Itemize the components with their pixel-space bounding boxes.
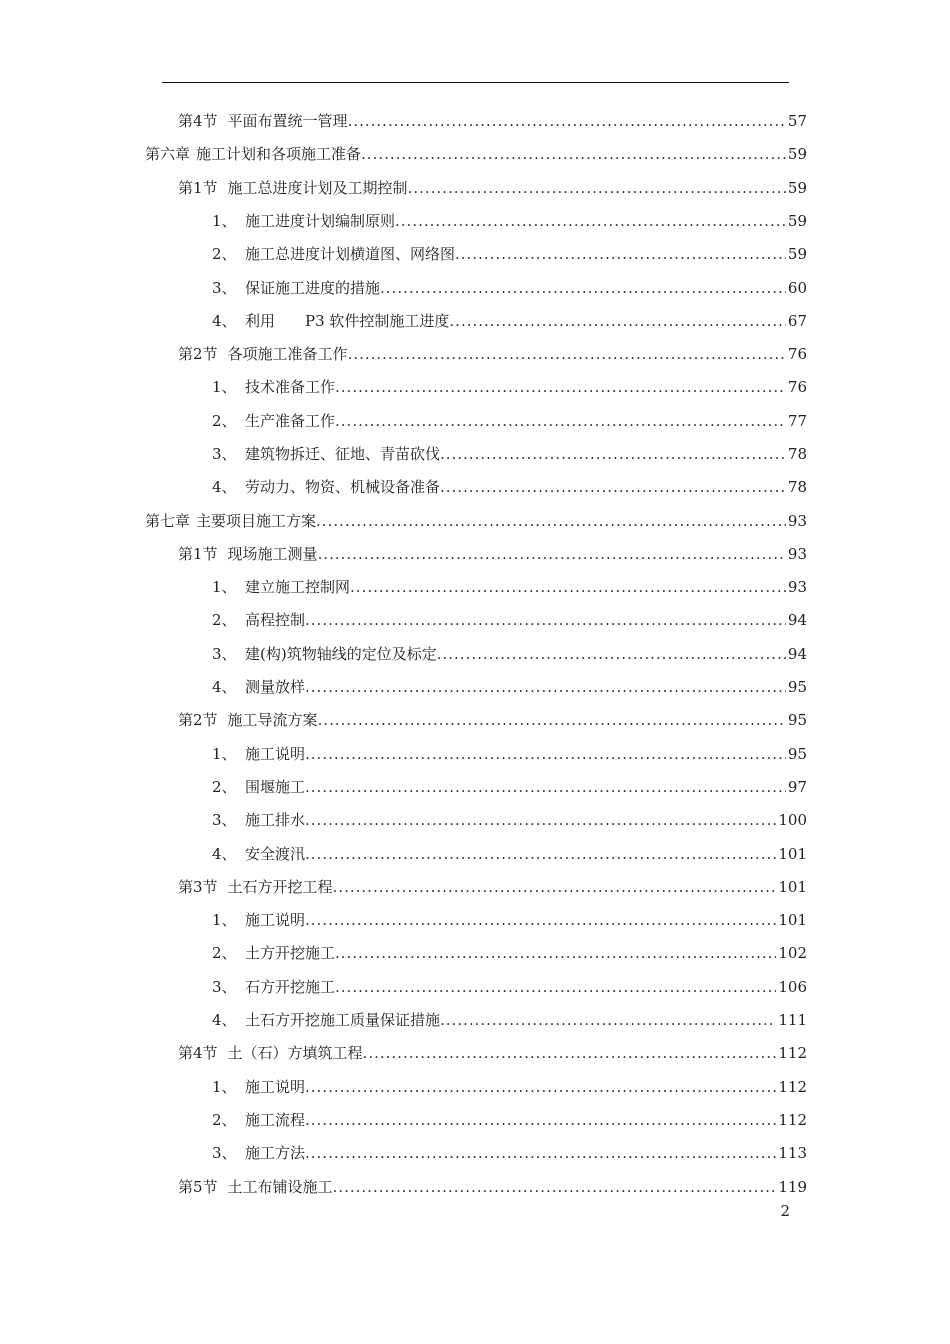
toc-entry-page: 111 bbox=[778, 1011, 807, 1029]
toc-entry-number: 3、 bbox=[212, 811, 237, 829]
toc-entry-title: 施工导流方案 bbox=[227, 711, 318, 729]
toc-dot-leader bbox=[305, 1137, 776, 1170]
toc-entry-page: 78 bbox=[787, 445, 807, 463]
toc-dot-leader bbox=[318, 704, 786, 737]
toc-dot-leader bbox=[305, 771, 786, 804]
toc-entry-number: 3、 bbox=[212, 1144, 237, 1162]
toc-entry[interactable] bbox=[212, 771, 807, 804]
toc-entry[interactable] bbox=[178, 538, 807, 571]
toc-dot-leader bbox=[305, 738, 786, 771]
toc-entry-number: 2、 bbox=[212, 944, 237, 962]
toc-entry-number: 第2节 bbox=[178, 711, 218, 729]
toc-entry-number: 2、 bbox=[212, 412, 237, 430]
toc-entry-title: 高程控制 bbox=[245, 611, 306, 629]
toc-entry-title: 各项施工准备工作 bbox=[227, 345, 348, 363]
toc-entry-page: 112 bbox=[778, 1044, 807, 1062]
toc-dot-leader bbox=[305, 1104, 776, 1137]
toc-entry-title: 平面布置统一管理 bbox=[227, 112, 348, 130]
toc-entry-title: 生产准备工作 bbox=[245, 412, 336, 430]
toc-entry-title: 施工排水 bbox=[245, 811, 306, 829]
toc-dot-leader bbox=[380, 272, 786, 305]
toc-entry-title: 施工进度计划编制原则 bbox=[245, 212, 396, 230]
toc-dot-leader bbox=[305, 1071, 776, 1104]
toc-entry-number: 第3节 bbox=[178, 878, 218, 896]
toc-entry-page: 95 bbox=[787, 711, 807, 729]
toc-entry[interactable] bbox=[212, 238, 807, 271]
toc-entry-page: 94 bbox=[787, 611, 807, 629]
toc-dot-leader bbox=[335, 971, 776, 1004]
toc-entry[interactable] bbox=[178, 1037, 807, 1070]
toc-entry[interactable] bbox=[178, 704, 807, 737]
toc-entry-page: 60 bbox=[787, 279, 807, 297]
toc-entry-number: 2、 bbox=[212, 245, 237, 263]
toc-dot-leader bbox=[305, 804, 776, 837]
toc-entry-number: 1、 bbox=[212, 1078, 237, 1096]
toc-entry-page: 102 bbox=[778, 944, 807, 962]
toc-entry-title: 施工计划和各项施工准备 bbox=[196, 145, 362, 163]
toc-entry-page: 78 bbox=[787, 478, 807, 496]
toc-entry[interactable] bbox=[145, 505, 807, 538]
toc-entry-title: 技术准备工作 bbox=[245, 378, 336, 396]
toc-entry[interactable] bbox=[212, 904, 807, 937]
toc-entry-number: 4、 bbox=[212, 1011, 237, 1029]
toc-dot-leader bbox=[305, 604, 786, 637]
toc-entry[interactable] bbox=[178, 172, 807, 205]
toc-entry-title: 利用 P3 软件控制施工进度 bbox=[245, 312, 450, 330]
toc-entry-page: 112 bbox=[778, 1111, 807, 1129]
toc-entry-page: 76 bbox=[787, 378, 807, 396]
toc-entry-page: 57 bbox=[787, 112, 807, 130]
toc-entry-page: 93 bbox=[787, 545, 807, 563]
toc-entry-title: 土（石）方填筑工程 bbox=[227, 1044, 363, 1062]
toc-entry-title: 建筑物拆迁、征地、青苗砍伐 bbox=[245, 445, 441, 463]
toc-dot-leader bbox=[348, 105, 786, 138]
toc-entry-page: 119 bbox=[778, 1178, 807, 1196]
toc-entry-title: 施工说明 bbox=[245, 1078, 306, 1096]
toc-entry-title: 测量放样 bbox=[245, 678, 306, 696]
toc-dot-leader bbox=[305, 671, 786, 704]
toc-dot-leader bbox=[440, 471, 786, 504]
toc-entry-page: 97 bbox=[787, 778, 807, 796]
toc-entry[interactable] bbox=[212, 971, 807, 1004]
toc-entry-page: 67 bbox=[787, 312, 807, 330]
toc-entry-title: 施工说明 bbox=[245, 745, 306, 763]
toc-dot-leader bbox=[437, 638, 786, 671]
toc-entry-page: 59 bbox=[787, 245, 807, 263]
toc-entry[interactable] bbox=[212, 804, 807, 837]
toc-entry[interactable] bbox=[212, 638, 807, 671]
toc-entry-page: 59 bbox=[787, 179, 807, 197]
toc-dot-leader bbox=[440, 1004, 776, 1037]
toc-entry-number: 第1节 bbox=[178, 545, 218, 563]
toc-entry[interactable] bbox=[212, 1104, 807, 1137]
toc-entry-title: 现场施工测量 bbox=[227, 545, 318, 563]
toc-entry-page: 100 bbox=[778, 811, 807, 829]
page-number: 2 bbox=[780, 1202, 790, 1220]
toc-entry[interactable] bbox=[178, 338, 807, 371]
toc-entry-title: 石方开挖施工 bbox=[245, 978, 336, 996]
toc-entry-page: 113 bbox=[778, 1144, 807, 1162]
toc-entry-number: 3、 bbox=[212, 445, 237, 463]
toc-entry-page: 95 bbox=[787, 745, 807, 763]
toc-entry[interactable] bbox=[212, 205, 807, 238]
toc-dot-leader bbox=[305, 904, 776, 937]
toc-entry[interactable] bbox=[212, 571, 807, 604]
toc-entry-number: 第4节 bbox=[178, 112, 218, 130]
toc-dot-leader bbox=[361, 138, 786, 171]
toc-entry-title: 建立施工控制网 bbox=[245, 578, 351, 596]
toc-entry-title: 施工说明 bbox=[245, 911, 306, 929]
toc-dot-leader bbox=[363, 1037, 777, 1070]
toc-dot-leader bbox=[408, 172, 786, 205]
toc-entry-number: 4、 bbox=[212, 312, 237, 330]
toc-entry-number: 2、 bbox=[212, 778, 237, 796]
toc-entry-number: 4、 bbox=[212, 845, 237, 863]
toc-entry[interactable] bbox=[212, 305, 807, 338]
toc-entry[interactable] bbox=[212, 838, 807, 871]
toc-entry[interactable] bbox=[178, 105, 807, 138]
toc-entry[interactable] bbox=[212, 1137, 807, 1170]
toc-entry-page: 112 bbox=[778, 1078, 807, 1096]
toc-dot-leader bbox=[449, 305, 786, 338]
toc-dot-leader bbox=[316, 505, 786, 538]
toc-entry-number: 第1节 bbox=[178, 179, 218, 197]
toc-entry-page: 101 bbox=[778, 845, 807, 863]
toc-dot-leader bbox=[395, 205, 786, 238]
toc-dot-leader bbox=[333, 871, 777, 904]
toc-dot-leader bbox=[335, 937, 776, 970]
toc-entry[interactable] bbox=[212, 604, 807, 637]
toc-entry-title: 施工流程 bbox=[245, 1111, 306, 1129]
toc-dot-leader bbox=[455, 238, 786, 271]
toc-entry-number: 第5节 bbox=[178, 1178, 218, 1196]
toc-entry[interactable] bbox=[212, 937, 807, 970]
toc-entry-number: 2、 bbox=[212, 611, 237, 629]
toc-entry-number: 1、 bbox=[212, 378, 237, 396]
toc-entry-title: 施工总进度计划及工期控制 bbox=[227, 179, 408, 197]
toc-entry-page: 106 bbox=[778, 978, 807, 996]
toc-entry-number: 1、 bbox=[212, 911, 237, 929]
toc-entry-number: 第2节 bbox=[178, 345, 218, 363]
toc-entry-page: 93 bbox=[787, 578, 807, 596]
toc-dot-leader bbox=[350, 571, 786, 604]
toc-entry-number: 第4节 bbox=[178, 1044, 218, 1062]
toc-entry-title: 土工布铺设施工 bbox=[227, 1178, 333, 1196]
toc-entry[interactable] bbox=[212, 272, 807, 305]
toc-entry-number: 2、 bbox=[212, 1111, 237, 1129]
toc-entry[interactable] bbox=[212, 371, 807, 404]
toc-entry-title: 劳动力、物资、机械设备准备 bbox=[245, 478, 441, 496]
toc-dot-leader bbox=[305, 838, 776, 871]
header-rule bbox=[162, 82, 789, 83]
toc-dot-leader bbox=[318, 538, 786, 571]
toc-entry-title: 主要项目施工方案 bbox=[196, 512, 317, 530]
toc-entry-title: 施工方法 bbox=[245, 1144, 306, 1162]
toc-entry-page: 101 bbox=[778, 911, 807, 929]
toc-entry-number: 第六章 bbox=[145, 145, 191, 163]
toc-entry-page: 77 bbox=[787, 412, 807, 430]
toc-entry-page: 76 bbox=[787, 345, 807, 363]
toc-entry[interactable] bbox=[178, 871, 807, 904]
toc-entry[interactable] bbox=[145, 138, 807, 171]
toc-entry-page: 94 bbox=[787, 645, 807, 663]
toc-entry-number: 3、 bbox=[212, 978, 237, 996]
toc-entry-title: 建(构)筑物轴线的定位及标定 bbox=[245, 645, 437, 663]
toc-entry-title: 安全渡汛 bbox=[245, 845, 306, 863]
toc-entry-page: 93 bbox=[787, 512, 807, 530]
toc-entry-number: 1、 bbox=[212, 578, 237, 596]
toc-entry[interactable] bbox=[178, 1171, 807, 1204]
toc-entry-page: 101 bbox=[778, 878, 807, 896]
toc-entry-number: 4、 bbox=[212, 678, 237, 696]
toc-entry[interactable] bbox=[212, 405, 807, 438]
toc-entry[interactable] bbox=[212, 1071, 807, 1104]
toc-entry-number: 3、 bbox=[212, 645, 237, 663]
toc-entry-title: 保证施工进度的措施 bbox=[245, 279, 381, 297]
toc-entry-title: 土石方开挖工程 bbox=[227, 878, 333, 896]
toc-entry[interactable] bbox=[212, 1004, 807, 1037]
toc-dot-leader bbox=[333, 1171, 777, 1204]
toc-entry-page: 59 bbox=[787, 212, 807, 230]
toc-dot-leader bbox=[335, 371, 786, 404]
toc-entry-number: 1、 bbox=[212, 745, 237, 763]
toc-entry-title: 土石方开挖施工质量保证措施 bbox=[245, 1011, 441, 1029]
toc-entry-title: 施工总进度计划横道图、网络图 bbox=[245, 245, 456, 263]
toc-dot-leader bbox=[335, 405, 786, 438]
toc-entry[interactable] bbox=[212, 738, 807, 771]
toc-dot-leader bbox=[440, 438, 786, 471]
toc-entry[interactable] bbox=[212, 471, 807, 504]
toc-entry-page: 95 bbox=[787, 678, 807, 696]
toc-entry[interactable] bbox=[212, 671, 807, 704]
toc-entry[interactable] bbox=[212, 438, 807, 471]
toc-dot-leader bbox=[348, 338, 786, 371]
toc-entry-number: 3、 bbox=[212, 279, 237, 297]
toc-entry-title: 围堰施工 bbox=[245, 778, 306, 796]
toc-entry-number: 1、 bbox=[212, 212, 237, 230]
toc-entry-number: 第七章 bbox=[145, 512, 191, 530]
toc-entry-number: 4、 bbox=[212, 478, 237, 496]
toc-entry-page: 59 bbox=[787, 145, 807, 163]
toc-entry-title: 土方开挖施工 bbox=[245, 944, 336, 962]
